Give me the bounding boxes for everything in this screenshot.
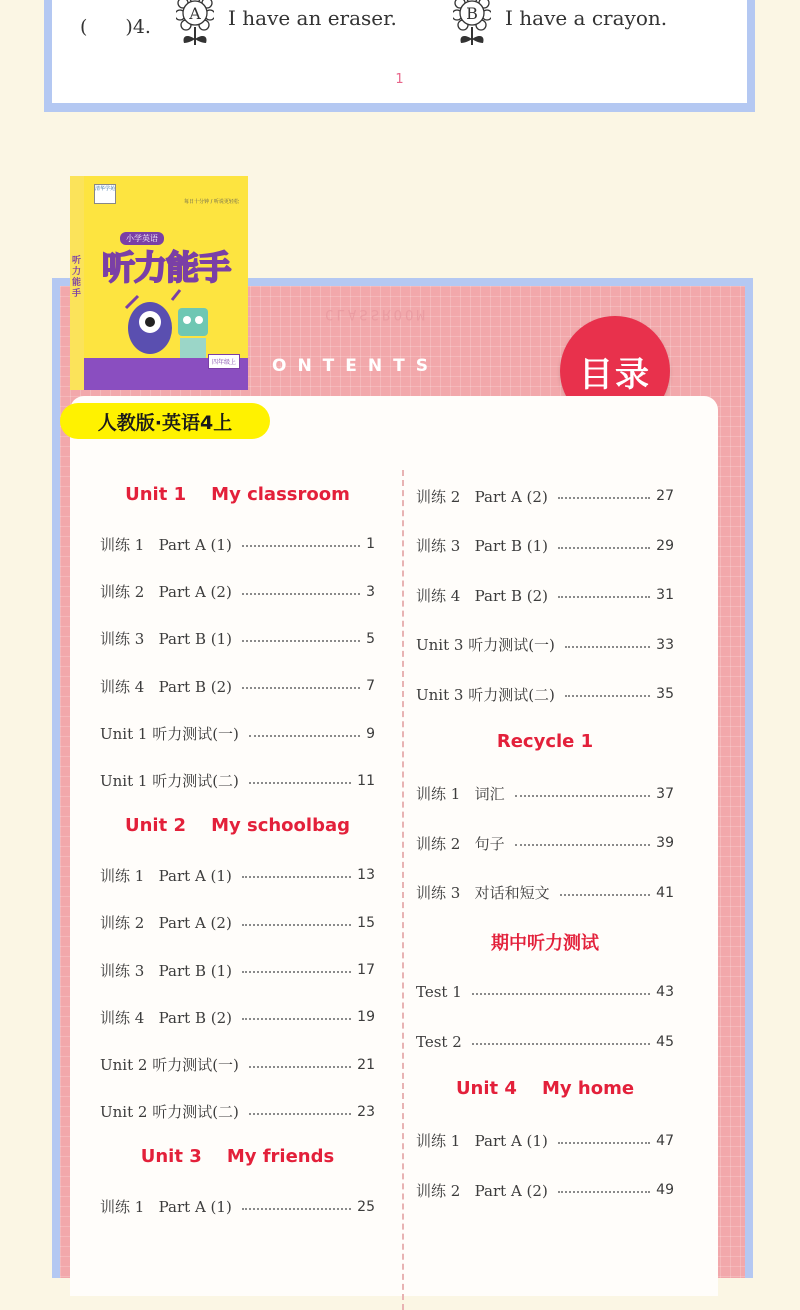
toc-entry[interactable]	[100, 912, 375, 934]
toc-entry-label: Unit 1 听力测试(一)	[100, 725, 239, 743]
option-b-letter: B	[466, 4, 478, 23]
toc-leader-dots	[515, 844, 651, 846]
toc-page-number: 43	[656, 984, 674, 1000]
toc-entry-label: 训练 2 Part A (2)	[100, 583, 232, 602]
toc-entry-label: 训练 2 句子	[416, 834, 505, 853]
toc-entry-label: Unit 1 听力测试(二)	[100, 772, 239, 791]
toc-section-heading: Unit 1 My classroom	[125, 484, 350, 505]
toc-leader-dots	[242, 971, 351, 973]
exercise-card	[44, 0, 755, 112]
exercise-panel	[52, 0, 747, 103]
toc-leader-dots	[560, 894, 651, 896]
toc-entry-label: Unit 3 听力测试(二)	[416, 685, 555, 704]
toc-page-number: 5	[366, 630, 375, 647]
toc-entry-label: 训练 2 Part A (2)	[416, 1181, 548, 1200]
toc-entry[interactable]	[100, 1006, 375, 1028]
toc-leader-dots	[242, 1018, 351, 1020]
column-divider	[402, 470, 404, 1310]
toc-page-number: 19	[357, 1009, 375, 1026]
toc-page-number: 3	[366, 583, 375, 600]
toc-entry-label: Unit 3 听力测试(一)	[416, 636, 555, 655]
toc-page-number: 1	[366, 536, 375, 553]
toc-entry-label: 训练 4 Part B (2)	[416, 586, 548, 605]
toc-page-number: 41	[656, 884, 674, 901]
toc-entry[interactable]	[416, 1031, 674, 1053]
toc-entry-label: 训练 2 Part A (2)	[100, 914, 232, 933]
toc-page-number: 7	[366, 678, 375, 695]
spine-title: 听力能手	[72, 256, 82, 299]
option-a-letter: A	[189, 4, 201, 23]
toc-entry-label: 训练 3 Part B (1)	[100, 961, 232, 980]
toc-page-number: 39	[656, 835, 674, 852]
toc-leader-dots	[249, 1066, 351, 1068]
toc-page-number: 49	[656, 1182, 674, 1199]
toc-entry[interactable]	[416, 981, 674, 1003]
toc-page-number: 29	[656, 537, 674, 554]
toc-title-badge: 目录	[560, 316, 670, 426]
toc-entry[interactable]	[100, 675, 375, 697]
toc-entry[interactable]	[100, 1054, 375, 1076]
toc-entry[interactable]	[100, 770, 375, 792]
page-number: 1	[395, 72, 404, 87]
toc-entry-label: 训练 1 词汇	[416, 785, 505, 804]
toc-entry[interactable]	[100, 628, 375, 650]
toc-entry-label: 训练 2 Part A (2)	[416, 487, 548, 506]
toc-entry[interactable]	[100, 533, 375, 555]
toc-leader-dots	[242, 687, 360, 689]
toc-leader-dots	[558, 547, 650, 549]
cover-spine	[70, 176, 85, 390]
toc-leader-dots	[249, 782, 351, 784]
toc-entry[interactable]	[100, 959, 375, 981]
toc-entry-label: Unit 2 听力测试(一)	[100, 1056, 239, 1075]
toc-entry[interactable]	[416, 535, 674, 557]
toc-entry[interactable]	[416, 832, 674, 854]
cover-title: 听力能手	[102, 248, 230, 287]
cover-grade-badge: 四年级上	[208, 354, 240, 369]
toc-leader-dots	[249, 1113, 351, 1115]
toc-entry[interactable]	[416, 683, 674, 705]
contents-label: ONTENTS	[272, 356, 439, 376]
toc-entry-label: 训练 3 Part B (1)	[100, 630, 232, 649]
toc-leader-dots	[558, 596, 650, 598]
toc-entry[interactable]	[416, 783, 674, 805]
toc-entry-label: 训练 3 Part B (1)	[416, 537, 548, 556]
toc-page-number: 35	[656, 686, 674, 703]
toc-section-heading: Unit 2 My schoolbag	[125, 815, 350, 837]
toc-entry-label: 训练 1 Part A (1)	[100, 535, 232, 554]
toc-entry[interactable]	[100, 581, 375, 603]
toc-page-number: 31	[656, 587, 674, 604]
toc-page-number: 45	[656, 1033, 674, 1050]
toc-section-heading: Unit 3 My friends	[140, 1146, 335, 1168]
toc-entry-label: Test 2	[416, 1032, 462, 1051]
toc-leader-dots	[558, 1142, 650, 1144]
toc-leader-dots	[242, 1208, 351, 1210]
toc-page-number: 23	[357, 1103, 375, 1120]
option-a-text: I have an eraser.	[228, 6, 397, 30]
toc-entry-label: Test 1	[416, 983, 462, 1001]
toc-leader-dots	[242, 545, 360, 547]
toc-entry-label: Unit 2 听力测试(二)	[100, 1103, 239, 1122]
toc-page-number: 11	[357, 772, 375, 789]
toc-leader-dots	[242, 640, 360, 642]
toc-page-number: 13	[357, 867, 375, 884]
cover-tagline: 每日十分钟 / 听说更轻松	[184, 199, 239, 205]
toc-page-number: 21	[357, 1056, 375, 1073]
toc-page-number: 47	[656, 1132, 674, 1149]
option-a-flower-icon[interactable]	[176, 0, 214, 47]
toc-entry-label: 训练 1 Part A (1)	[100, 1198, 232, 1216]
toc-entry-label: 训练 1 Part A (1)	[416, 1132, 548, 1151]
toc-entry[interactable]	[100, 864, 375, 886]
toc-page-number: 33	[656, 636, 674, 653]
toc-entry[interactable]	[416, 1179, 674, 1201]
toc-entry-label: 训练 4 Part B (2)	[100, 1008, 232, 1027]
toc-leader-dots	[565, 646, 650, 648]
toc-entry[interactable]	[100, 723, 375, 745]
toc-entry[interactable]	[416, 882, 674, 904]
toc-leader-dots	[558, 1191, 650, 1193]
question-number: ( )4.	[80, 16, 151, 38]
toc-entry[interactable]	[416, 485, 674, 507]
toc-entry-label: 训练 3 对话和短文	[416, 884, 550, 903]
decorative-mirrored-text: CLASSROOM	[325, 306, 428, 322]
toc-section-heading: 期中听力测试	[491, 933, 599, 955]
toc-page-number: 15	[357, 914, 375, 931]
toc-page-number: 37	[656, 785, 674, 802]
toc-leader-dots	[472, 993, 650, 995]
toc-entry[interactable]	[100, 1101, 375, 1123]
toc-leader-dots	[242, 593, 360, 595]
toc-leader-dots	[249, 735, 360, 737]
cover-brand: 清华学苑	[94, 184, 116, 204]
toc-leader-dots	[558, 497, 650, 499]
toc-page-number: 9	[366, 725, 375, 742]
toc-leader-dots	[515, 795, 651, 797]
toc-page-number: 25	[357, 1198, 375, 1215]
toc-leader-dots	[242, 924, 351, 926]
toc-paper	[70, 396, 718, 1296]
toc-entry[interactable]	[416, 634, 674, 656]
cover-front	[84, 176, 248, 390]
toc-entry[interactable]	[100, 1196, 375, 1218]
toc-entry[interactable]	[416, 1130, 674, 1152]
toc-section-heading: Recycle 1	[496, 731, 594, 752]
toc-leader-dots	[472, 1043, 650, 1045]
toc-section-heading: Unit 4 My home	[455, 1078, 635, 1100]
edition-banner: 人教版·英语4上	[60, 403, 270, 439]
toc-page-number: 27	[656, 488, 674, 504]
option-b-flower-icon[interactable]	[453, 0, 491, 47]
book-cover[interactable]	[70, 176, 248, 390]
toc-leader-dots	[565, 695, 650, 697]
toc-entry[interactable]	[416, 584, 674, 606]
robot-mascot-icon	[120, 288, 220, 368]
toc-entry-label: 训练 4 Part B (2)	[100, 677, 232, 696]
toc-leader-dots	[242, 876, 351, 878]
option-b-text: I have a crayon.	[505, 6, 668, 30]
toc-page-number: 17	[357, 962, 375, 978]
cover-subject: 小学英语	[120, 232, 164, 245]
toc-entry-label: 训练 1 Part A (1)	[100, 866, 232, 885]
